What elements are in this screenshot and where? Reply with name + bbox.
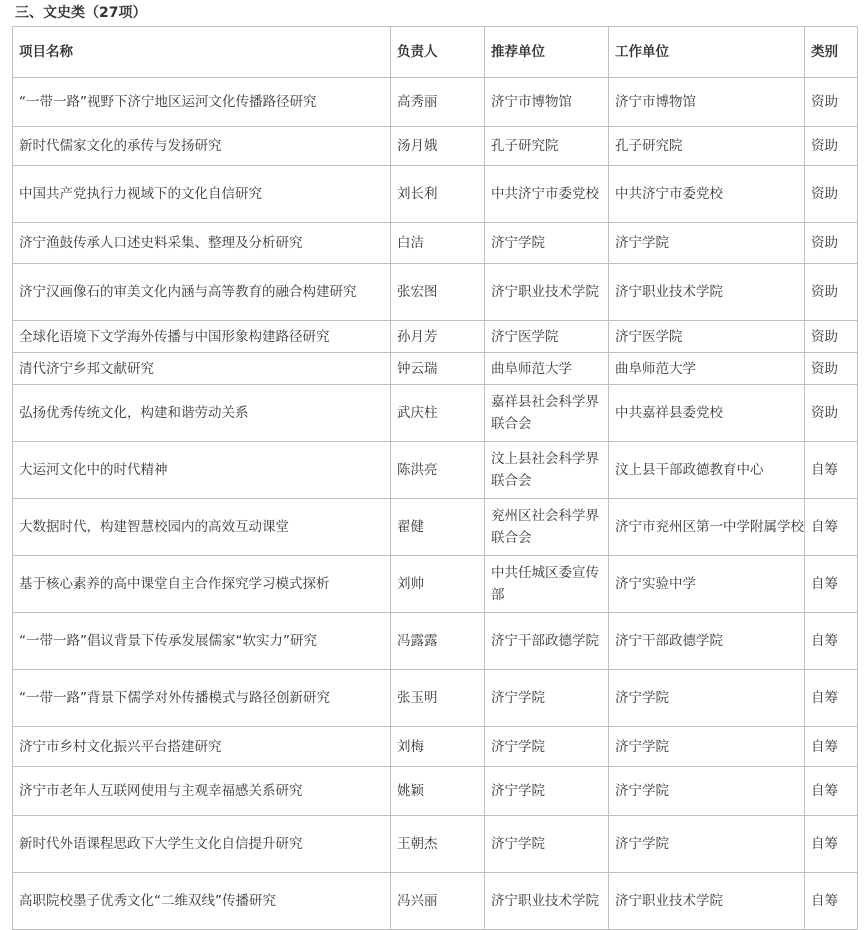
cell-leader: 刘帅 (391, 556, 485, 613)
cell-work-unit: 济宁医学院 (609, 321, 805, 353)
section-title: 三、文史类（27项） (15, 5, 147, 21)
cell-category: 自筹 (805, 613, 858, 670)
cell-project-name: 新时代外语课程思政下大学生文化自信提升研究 (13, 816, 391, 873)
cell-project-name: “一带一路”视野下济宁地区运河文化传播路径研究 (13, 78, 391, 127)
cell-project-name: 济宁市老年人互联网使用与主观幸福感关系研究 (13, 767, 391, 816)
cell-project-name: 高职院校墨子优秀文化“二维双线”传播研究 (13, 873, 391, 930)
cell-leader: 孙月芳 (391, 321, 485, 353)
cell-recommending-unit: 济宁学院 (485, 670, 609, 727)
cell-recommending-unit: 汶上县社会科学界联合会 (485, 442, 609, 499)
cell-project-name: “一带一路”倡议背景下传承发展儒家“软实力”研究 (13, 613, 391, 670)
cell-category: 自筹 (805, 442, 858, 499)
table-row (13, 767, 858, 816)
cell-category: 资助 (805, 127, 858, 166)
cell-leader: 汤月娥 (391, 127, 485, 166)
cell-recommending-unit: 济宁学院 (485, 223, 609, 264)
cell-work-unit: 济宁学院 (609, 727, 805, 767)
cell-category: 资助 (805, 385, 858, 442)
cell-category: 自筹 (805, 767, 858, 816)
cell-category: 自筹 (805, 670, 858, 727)
table-row (13, 442, 858, 499)
cell-category: 资助 (805, 78, 858, 127)
table-row (13, 127, 858, 166)
cell-category: 资助 (805, 353, 858, 385)
table-row (13, 613, 858, 670)
header-leader: 负责人 (391, 27, 485, 78)
cell-recommending-unit: 济宁学院 (485, 767, 609, 816)
cell-category: 自筹 (805, 499, 858, 556)
cell-project-name: 大运河文化中的时代精神 (13, 442, 391, 499)
cell-project-name: 清代济宁乡邦文献研究 (13, 353, 391, 385)
table-row (13, 385, 858, 442)
cell-leader: 高秀丽 (391, 78, 485, 127)
table-row (13, 264, 858, 321)
cell-work-unit: 中共嘉祥县委党校 (609, 385, 805, 442)
cell-leader: 钟云瑞 (391, 353, 485, 385)
cell-project-name: 济宁汉画像石的审美文化内涵与高等教育的融合构建研究 (13, 264, 391, 321)
table-row (13, 670, 858, 727)
cell-recommending-unit: 嘉祥县社会科学界联合会 (485, 385, 609, 442)
cell-recommending-unit: 兖州区社会科学界联合会 (485, 499, 609, 556)
cell-category: 资助 (805, 321, 858, 353)
cell-leader: 冯露露 (391, 613, 485, 670)
cell-project-name: 济宁市乡村文化振兴平台搭建研究 (13, 727, 391, 767)
cell-leader: 张玉明 (391, 670, 485, 727)
header-work-unit: 工作单位 (609, 27, 805, 78)
cell-project-name: 全球化语境下文学海外传播与中国形象构建路径研究 (13, 321, 391, 353)
table-row (13, 556, 858, 613)
cell-category: 资助 (805, 166, 858, 223)
cell-leader: 刘长利 (391, 166, 485, 223)
cell-work-unit: 济宁市兖州区第一中学附属学校 (609, 499, 805, 556)
projects-table (12, 26, 858, 930)
cell-category: 自筹 (805, 873, 858, 930)
cell-leader: 姚颖 (391, 767, 485, 816)
table-row (13, 223, 858, 264)
table-row (13, 499, 858, 556)
cell-recommending-unit: 中共任城区委宣传部 (485, 556, 609, 613)
table-row (13, 816, 858, 873)
cell-leader: 白洁 (391, 223, 485, 264)
table-row (13, 727, 858, 767)
cell-project-name: 基于核心素养的高中课堂自主合作探究学习模式探析 (13, 556, 391, 613)
cell-work-unit: 曲阜师范大学 (609, 353, 805, 385)
cell-category: 资助 (805, 223, 858, 264)
table-body (13, 78, 858, 930)
cell-recommending-unit: 济宁职业技术学院 (485, 873, 609, 930)
table-row (13, 166, 858, 223)
cell-recommending-unit: 济宁医学院 (485, 321, 609, 353)
cell-recommending-unit: 中共济宁市委党校 (485, 166, 609, 223)
cell-project-name: 弘扬优秀传统文化，构建和谐劳动关系 (13, 385, 391, 442)
cell-work-unit: 济宁学院 (609, 767, 805, 816)
cell-recommending-unit: 济宁干部政德学院 (485, 613, 609, 670)
cell-leader: 王朝杰 (391, 816, 485, 873)
cell-work-unit: 济宁市博物馆 (609, 78, 805, 127)
cell-work-unit: 济宁职业技术学院 (609, 873, 805, 930)
cell-project-name: 中国共产党执行力视域下的文化自信研究 (13, 166, 391, 223)
cell-category: 资助 (805, 264, 858, 321)
table-row (13, 78, 858, 127)
table-header-row (13, 27, 858, 78)
cell-project-name: 大数据时代，构建智慧校园内的高效互动课堂 (13, 499, 391, 556)
cell-project-name: 新时代儒家文化的承传与发扬研究 (13, 127, 391, 166)
cell-recommending-unit: 孔子研究院 (485, 127, 609, 166)
cell-work-unit: 济宁学院 (609, 816, 805, 873)
header-project-name: 项目名称 (13, 27, 391, 78)
cell-leader: 翟健 (391, 499, 485, 556)
table-row (13, 353, 858, 385)
table-row (13, 873, 858, 930)
header-recommending-unit: 推荐单位 (485, 27, 609, 78)
cell-work-unit: 汶上县干部政德教育中心 (609, 442, 805, 499)
cell-category: 自筹 (805, 727, 858, 767)
cell-work-unit: 济宁学院 (609, 223, 805, 264)
cell-work-unit: 中共济宁市委党校 (609, 166, 805, 223)
cell-project-name: 济宁渔鼓传承人口述史料采集、整理及分析研究 (13, 223, 391, 264)
cell-leader: 陈洪亮 (391, 442, 485, 499)
cell-leader: 武庆柱 (391, 385, 485, 442)
cell-work-unit: 济宁实验中学 (609, 556, 805, 613)
cell-category: 自筹 (805, 816, 858, 873)
table-row (13, 321, 858, 353)
cell-work-unit: 济宁学院 (609, 670, 805, 727)
cell-recommending-unit: 济宁学院 (485, 727, 609, 767)
cell-work-unit: 济宁职业技术学院 (609, 264, 805, 321)
cell-category: 自筹 (805, 556, 858, 613)
cell-leader: 刘梅 (391, 727, 485, 767)
cell-leader: 冯兴丽 (391, 873, 485, 930)
cell-leader: 张宏图 (391, 264, 485, 321)
header-category: 类别 (805, 27, 858, 78)
cell-recommending-unit: 济宁市博物馆 (485, 78, 609, 127)
cell-work-unit: 孔子研究院 (609, 127, 805, 166)
cell-project-name: “一带一路”背景下儒学对外传播模式与路径创新研究 (13, 670, 391, 727)
cell-recommending-unit: 济宁学院 (485, 816, 609, 873)
cell-work-unit: 济宁干部政德学院 (609, 613, 805, 670)
cell-recommending-unit: 济宁职业技术学院 (485, 264, 609, 321)
cell-recommending-unit: 曲阜师范大学 (485, 353, 609, 385)
